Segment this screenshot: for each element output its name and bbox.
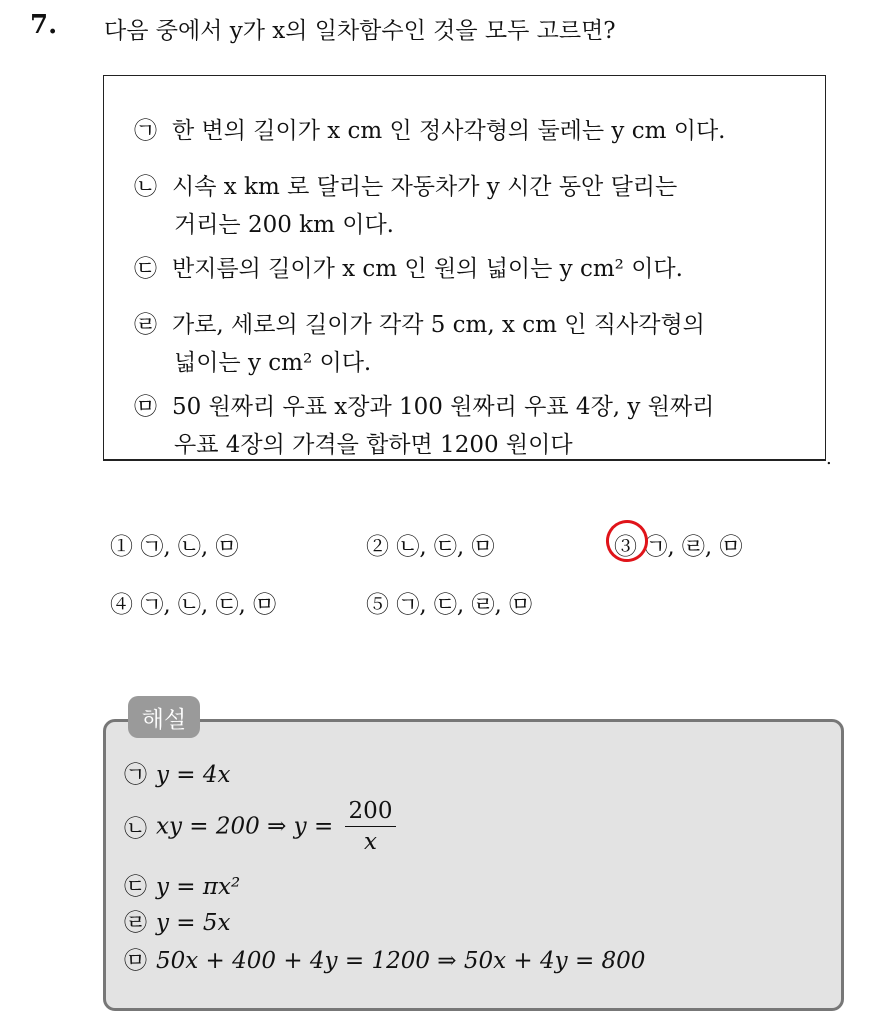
solution-line-3: [124, 868, 240, 901]
solution-expr: 50x + 400 + 4y = 1200 ⇒ 50x + 4y = 800: [156, 948, 646, 974]
solution-label: 해설: [128, 696, 200, 738]
choice-text: ㉠, ㉢, ㉣, ㉤: [396, 592, 533, 618]
statement-marker: ㉢: [134, 256, 157, 282]
statement-1: [134, 112, 725, 150]
statement-line: 시속 x km 로 달리는 자동차가 y 시간 동안 달리는: [172, 174, 678, 200]
statement-marker: ㉣: [134, 312, 157, 338]
statement-line-2: 넓이는 y cm² 이다.: [174, 350, 372, 376]
question-number: 7.: [30, 10, 58, 40]
trailing-dot: .: [826, 448, 832, 469]
statement-3: [134, 250, 683, 288]
choice-text: ㉡, ㉢, ㉤: [396, 534, 495, 560]
choice-2[interactable]: [366, 528, 495, 561]
choice-text: ㉠, ㉡, ㉤: [140, 534, 239, 560]
statement-line: 50 원짜리 우표 x장과 100 원짜리 우표 4장, y 원짜리: [172, 394, 715, 420]
solution-line-5: [124, 942, 645, 975]
statement-line-2: 우표 4장의 가격을 합하면 1200 원이다: [174, 432, 573, 458]
statement-line: 한 변의 길이가 x cm 인 정사각형의 둘레는 y cm 이다.: [172, 118, 726, 144]
choice-number: ④: [110, 592, 133, 618]
solution-expr: xy = 200 ⇒ y =: [156, 813, 334, 840]
solution-marker: ㉠: [124, 762, 147, 788]
solution-expr: y = 5x: [156, 910, 231, 936]
solution-marker: ㉤: [124, 948, 147, 974]
solution-line-2: [124, 796, 396, 857]
choice-number: ③: [614, 534, 637, 560]
solution-fraction: [345, 796, 397, 857]
solution-marker: ㉣: [124, 910, 147, 936]
choice-number: ⑤: [366, 592, 389, 618]
statement-line: 가로, 세로의 길이가 각각 5 cm, x cm 인 직사각형의: [172, 312, 705, 338]
choice-4[interactable]: [110, 586, 276, 619]
statement-marker: ㉤: [134, 394, 157, 420]
solution-marker: ㉡: [124, 816, 147, 842]
fraction-denominator: x: [364, 829, 377, 855]
statement-line: 반지름의 길이가 x cm 인 원의 넓이는 y cm² 이다.: [172, 256, 683, 282]
solution-marker: ㉢: [124, 874, 147, 900]
choice-5[interactable]: [366, 586, 532, 619]
statement-4: [134, 306, 705, 382]
statement-5: [134, 388, 714, 464]
statement-marker: ㉡: [134, 174, 157, 200]
choice-number: ①: [110, 534, 133, 560]
choice-text: ㉠, ㉡, ㉢, ㉤: [140, 592, 277, 618]
choice-1[interactable]: [110, 528, 239, 561]
statement-2: [134, 168, 677, 244]
choice-text: ㉠, ㉣, ㉤: [644, 534, 743, 560]
solution-line-1: [124, 756, 231, 789]
solution-line-4: [124, 904, 231, 937]
fraction-numerator: 200: [345, 796, 397, 827]
statement-line-2: 거리는 200 km 이다.: [174, 212, 394, 238]
choice-number: ②: [366, 534, 389, 560]
solution-expr: y = 4x: [156, 762, 231, 788]
solution-expr: y = πx²: [156, 874, 241, 900]
statement-marker: ㉠: [134, 118, 157, 144]
statements-box: [103, 75, 826, 461]
question-text: 다음 중에서 y가 x의 일차함수인 것을 모두 고르면?: [104, 18, 616, 44]
